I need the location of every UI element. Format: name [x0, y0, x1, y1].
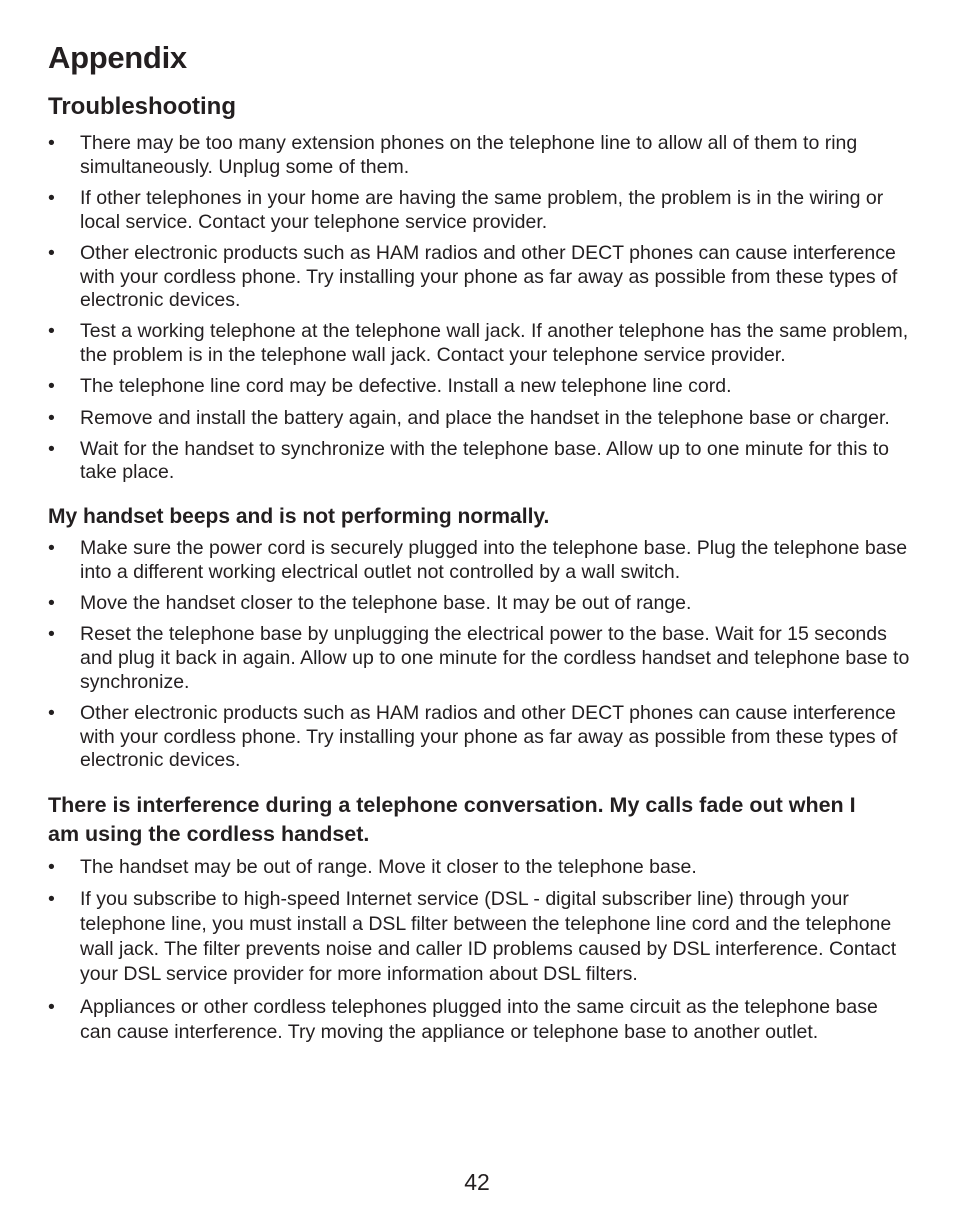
list-item [48, 242, 910, 313]
bullet-icon: • [48, 888, 55, 911]
bullet-icon: • [48, 592, 55, 615]
list-item [48, 887, 910, 987]
list-item [48, 537, 910, 584]
bullet-icon: • [48, 186, 55, 209]
bullet-icon: • [48, 320, 55, 343]
list-item-text: Wait for the handset to synchronize with the telephone base. Allow up to one minute for this to take place. [80, 437, 890, 484]
list-item [48, 702, 910, 773]
bullet-icon: • [48, 537, 55, 560]
list-item-text: Other electronic products such as HAM radios and other DECT phones can cause interference with your cordless phone. Try installing your phone as far away as possible from these types of electronic devices. [80, 241, 898, 312]
bullet-icon: • [48, 855, 55, 878]
list-item-text: Move the handset closer to the telephone base. It may be out of range. [80, 592, 692, 615]
list-item-text: Appliances or other cordless telephones plugged into the same circuit as the telephone base can cause interference. Try moving the appliance or telephone base to another outlet. [80, 995, 878, 1043]
bullet-icon: • [48, 406, 55, 429]
list-item [48, 132, 910, 179]
list-item-text: Make sure the power cord is securely plugged into the telephone base. Plug the telephone base into a different working electrical outlet not controlled by a wall switch. [80, 537, 908, 583]
list-item-text: Reset the telephone base by unplugging the electrical power to the base. Wait for 15 seconds and plug it back in again. Allow up to one minute for the cordless handset and telephone base to synchronize. [80, 623, 910, 693]
list-item [48, 995, 910, 1045]
handset-beeps-question: My handset beeps and is not performing normally. [48, 505, 550, 529]
troubleshooting-heading: Troubleshooting [48, 93, 236, 120]
bullet-icon: • [48, 132, 55, 154]
section-heading: Appendix [48, 40, 187, 75]
list-item [48, 187, 910, 234]
list-item-text: The handset may be out of range. Move it closer to the telephone base. [80, 855, 697, 878]
bullet-icon: • [48, 241, 55, 264]
bullet-icon: • [48, 995, 55, 1018]
list-item-text: If you subscribe to high-speed Internet service (DSL - digital subscriber line) through your telephone line, you must install a DSL filter between the telephone line cord and the telephone wall jack. The filter prevents noise and caller ID problems caused by DSL interference. Contact your DSL service provider for more information about DSL filters. [80, 888, 897, 986]
document-page [48, 36, 910, 1052]
list-item-text: Test a working telephone at the telephone wall jack. If another telephone has the same problem, the problem is in the telephone wall jack. Contact your telephone service provider. [80, 320, 909, 367]
list-item [48, 375, 910, 399]
list-item [48, 438, 910, 485]
page-number: 42 [464, 1169, 490, 1195]
bullet-icon: • [48, 375, 55, 398]
bullet-icon: • [48, 623, 55, 646]
troubleshooting-list-3 [48, 855, 910, 1045]
list-item-text: There may be too many extension phones on the telephone line to allow all of them to ring simultaneously. Unplug some of them. [80, 132, 858, 178]
bullet-icon: • [48, 437, 55, 460]
interference-question: There is interference during a telephone conversation. My calls fade out when I am using the cordless handset. [48, 792, 856, 846]
list-item [48, 623, 910, 694]
list-item [48, 407, 910, 431]
bullet-icon: • [48, 701, 55, 724]
list-item [48, 855, 910, 880]
list-item-text: If other telephones in your home are having the same problem, the problem is in the wiring or local service. Contact your telephone service provider. [80, 186, 884, 233]
troubleshooting-list-2 [48, 537, 910, 773]
list-item-text: Remove and install the battery again, and place the handset in the telephone base or charger. [80, 406, 890, 429]
list-item-text: Other electronic products such as HAM radios and other DECT phones can cause interference with your cordless phone. Try installing your phone as far away as possible from these types of electronic devices. [80, 701, 898, 772]
list-item [48, 320, 910, 367]
troubleshooting-list-1 [48, 132, 910, 485]
list-item [48, 592, 910, 616]
list-item-text: The telephone line cord may be defective. Install a new telephone line cord. [80, 375, 732, 398]
